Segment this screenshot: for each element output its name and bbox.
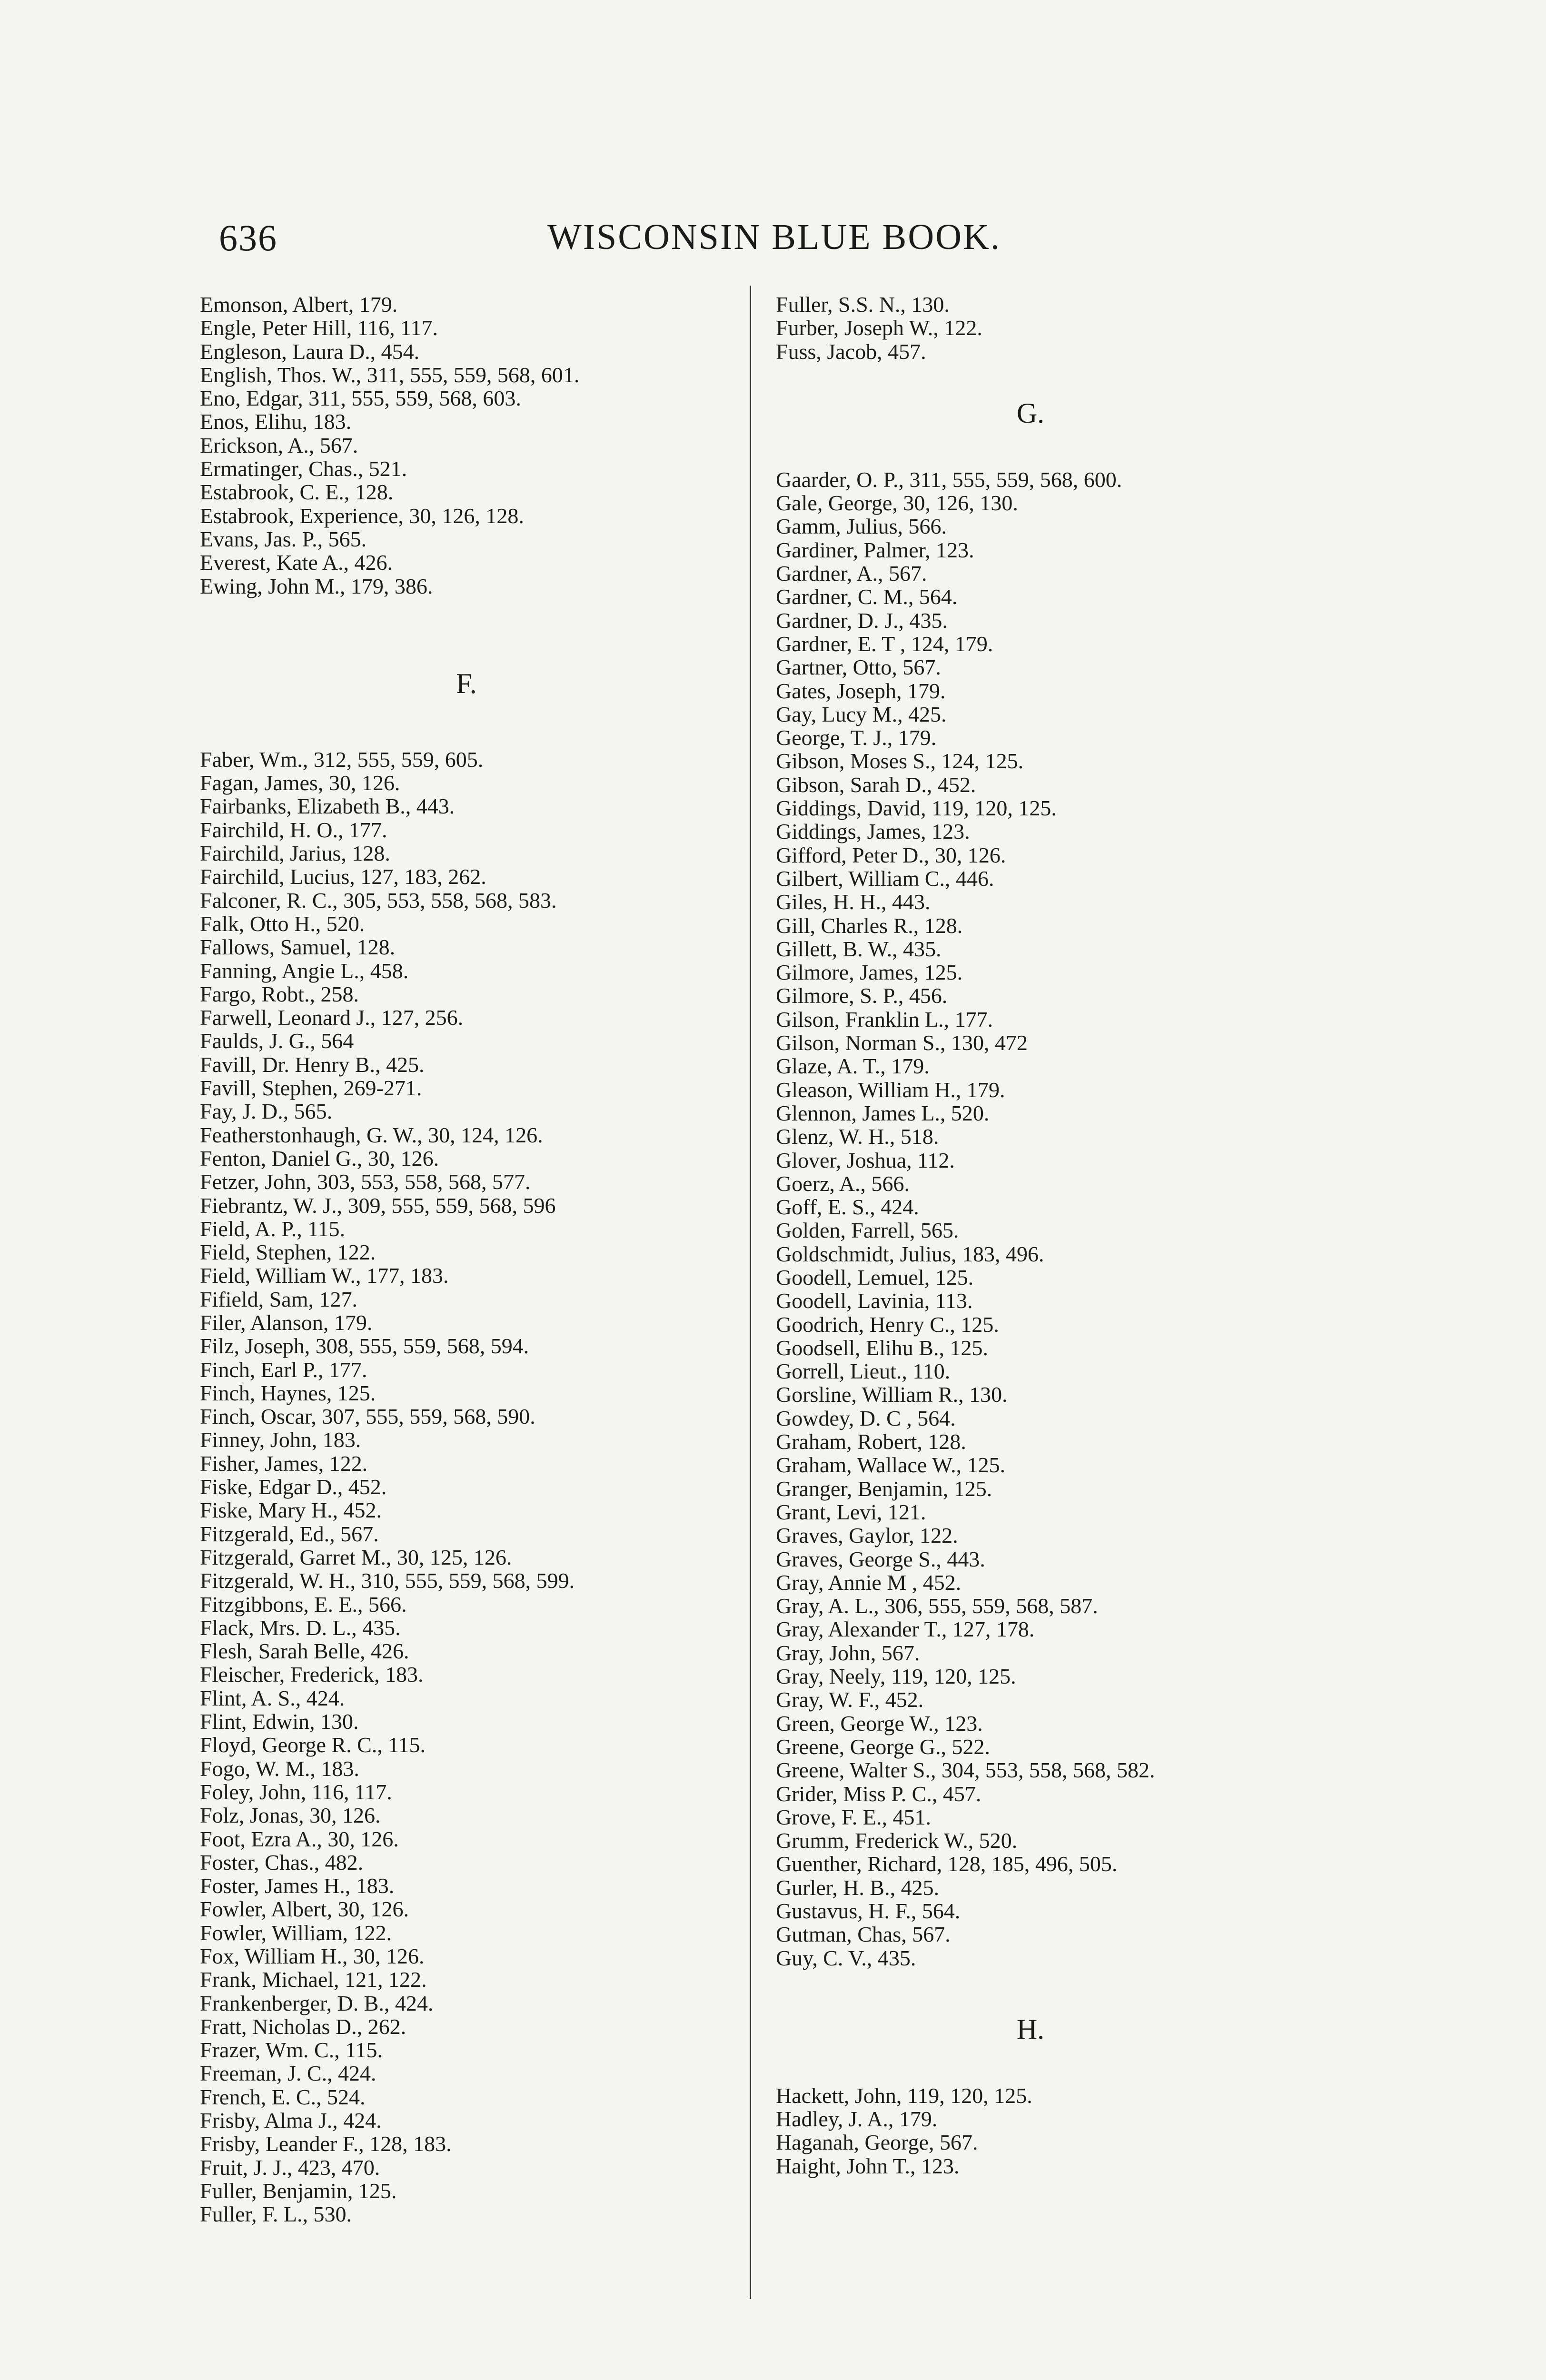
index-entry: Fuss, Jacob, 457. [776,339,926,364]
index-entry: Gilson, Franklin L., 177. [776,1007,993,1031]
index-entry: Guenther, Richard, 128, 185, 496, 505. [776,1852,1118,1876]
index-entry: Grider, Miss P. C., 457. [776,1781,981,1806]
index-entry: Filz, Joseph, 308, 555, 559, 568, 594. [200,1334,529,1359]
index-entry: Fitzgerald, Ed., 567. [200,1521,379,1546]
index-entry: Fetzer, John, 303, 553, 558, 568, 577. [200,1170,531,1194]
index-entry: Filer, Alanson, 179. [200,1310,373,1335]
index-entry: Erickson, A., 567. [200,433,358,457]
index-entry: Goldschmidt, Julius, 183, 496. [776,1241,1044,1266]
index-entry: Gardner, D. J., 435. [776,608,948,633]
index-entry: Fowler, William, 122. [200,1920,392,1945]
index-entry: Gorsline, William R., 130. [776,1382,1008,1407]
index-entry: Fruit, J. J., 423, 470. [200,2155,380,2180]
index-entry: Glenz, W. H., 518. [776,1124,939,1149]
index-entry: George, T. J., 179. [776,725,937,750]
index-entry: Fenton, Daniel G., 30, 126. [200,1146,439,1170]
index-entry: Foot, Ezra A., 30, 126. [200,1826,399,1851]
index-entry: Gardner, C. M., 564. [776,585,958,609]
index-entry: Engle, Peter Hill, 116, 117. [200,316,438,340]
index-entry: Green, George W., 123. [776,1711,983,1735]
index-entry: Goodell, Lavinia, 113. [776,1289,973,1313]
index-entry: Fargo, Robt., 258. [200,982,359,1006]
index-entry: Finch, Earl P., 177. [200,1357,367,1382]
index-entry: Fratt, Nicholas D., 262. [200,2014,406,2039]
left-column [181,293,752,2226]
index-entry: Gilmore, S. P., 456. [776,983,948,1008]
index-entry: Greene, George G., 522. [776,1734,991,1759]
index-entry: Gifford, Peter D., 30, 126. [776,843,1006,867]
index-entry: Finch, Oscar, 307, 555, 559, 568, 590. [200,1404,535,1429]
index-entry: Grove, F. E., 451. [776,1805,931,1829]
index-entry: Gorrell, Lieut., 110. [776,1359,951,1384]
index-entry: Fallows, Samuel, 128. [200,935,396,960]
index-entry: Eno, Edgar, 311, 555, 559, 568, 603. [200,386,521,411]
index-entry: Goodsell, Elihu B., 125. [776,1335,988,1360]
index-entry: Emonson, Albert, 179. [200,292,398,317]
running-head: WISCONSIN BLUE BOOK. [547,217,1001,257]
index-entry: Golden, Farrell, 565. [776,1218,959,1243]
index-entry: Gray, Alexander T., 127, 178. [776,1617,1035,1642]
index-entry: Frankenberger, D. B., 424. [200,1991,434,2015]
section-heading-f: F. [456,667,477,699]
index-entry: Engleson, Laura D., 454. [200,339,420,364]
index-entry: Gilson, Norman S., 130, 472 [776,1031,1028,1055]
index-entry: Fitzgerald, Garret M., 30, 125, 126. [200,1545,512,1569]
index-entry: Folz, Jonas, 30, 126. [200,1803,381,1828]
index-entry: French, E. C., 524. [200,2084,366,2109]
index-entry: Gray, Neely, 119, 120, 125. [776,1664,1016,1689]
e-entries [181,293,752,598]
index-entry: English, Thos. W., 311, 555, 559, 568, 601. [200,362,580,387]
index-entry: Estabrook, C. E., 128. [200,480,394,505]
index-entry: Frisby, Alma J., 424. [200,2108,382,2133]
index-entry: Gustavus, H. F., 564. [776,1899,961,1923]
index-entry: Frisby, Leander F., 128, 183. [200,2132,452,2156]
index-entry: Graves, George S., 443. [776,1547,985,1571]
index-entry: Fiske, Edgar D., 452. [200,1475,387,1499]
index-entry: Foley, John, 116, 117. [200,1779,392,1804]
index-entry: Fogo, W. M., 183. [200,1756,359,1781]
index-entry: Hackett, John, 119, 120, 125. [776,2083,1032,2108]
index-entry: Flack, Mrs. D. L., 435. [200,1615,401,1640]
index-entry: Ermatinger, Chas., 521. [200,456,407,481]
index-entry: Frank, Michael, 121, 122. [200,1967,427,1992]
index-entry: Guy, C. V., 435. [776,1945,916,1970]
index-entry: Goodrich, Henry C., 125. [776,1312,999,1337]
index-entry: Giddings, James, 123. [776,819,970,844]
index-entry: Gardiner, Palmer, 123. [776,537,974,562]
index-entry: Giddings, David, 119, 120, 125. [776,796,1057,821]
index-entry: Gibson, Moses S., 124, 125. [776,749,1024,774]
index-entry: Fagan, James, 30, 126. [200,771,400,795]
index-entry: Flint, A. S., 424. [200,1686,345,1710]
index-entry: Everest, Kate A., 426. [200,550,393,575]
index-entry: Furber, Joseph W., 122. [776,316,982,340]
index-entry: Hadley, J. A., 179. [776,2107,938,2132]
index-entry: Falk, Otto H., 520. [200,911,365,936]
index-entry: Fay, J. D., 565. [200,1099,333,1124]
index-entry: Graham, Robert, 128. [776,1429,966,1454]
index-entry: Fifield, Sam, 127. [200,1287,357,1311]
section-heading-g: G. [1016,397,1045,429]
index-entry: Fitzgibbons, E. E., 566. [200,1592,407,1616]
index-entry: Greene, Walter S., 304, 553, 558, 568, 582. [776,1758,1155,1783]
index-entry: Fiebrantz, W. J., 309, 555, 559, 568, 596 [200,1193,556,1218]
g-entries [757,468,1304,1970]
index-entry: Freeman, J. C., 424. [200,2061,377,2086]
index-entry: Field, William W., 177, 183. [200,1263,449,1288]
index-entry: Flesh, Sarah Belle, 426. [200,1639,409,1664]
index-entry: Gillett, B. W., 435. [776,936,941,961]
index-entry: Field, A. P., 115. [200,1216,346,1241]
index-entry: Gay, Lucy M., 425. [776,702,947,726]
index-entry: Gleason, William H., 179. [776,1077,1005,1102]
h-entries [757,2084,1304,2178]
index-entry: Gilbert, William C., 446. [776,866,994,891]
index-entry: Field, Stephen, 122. [200,1240,376,1265]
index-entry: Favill, Dr. Henry B., 425. [200,1052,425,1077]
index-entry: Fox, William H., 30, 126. [200,1944,425,1968]
index-entry: Gurler, H. B., 425. [776,1875,940,1900]
index-entry: Graves, Gaylor, 122. [776,1523,958,1548]
index-entry: Finney, John, 183. [200,1428,361,1452]
index-entry: Farwell, Leonard J., 127, 256. [200,1005,464,1030]
index-entry: Fisher, James, 122. [200,1451,368,1476]
index-entry: Gaarder, O. P., 311, 555, 559, 568, 600. [776,467,1122,492]
index-entry: Goff, E. S., 424. [776,1195,919,1220]
index-entry: Gardner, E. T , 124, 179. [776,631,993,656]
index-entry: Frazer, Wm. C., 115. [200,2038,383,2063]
index-entry: Fairchild, Jarius, 128. [200,841,390,866]
index-entry: Gilmore, James, 125. [776,960,963,985]
index-entry: Grumm, Frederick W., 520. [776,1828,1018,1853]
index-entry: Fuller, F. L., 530. [200,2202,352,2227]
index-entry: Faber, Wm., 312, 555, 559, 605. [200,747,484,772]
index-entry: Evans, Jas. P., 565. [200,526,367,551]
index-entry: Fairbanks, Elizabeth B., 443. [200,794,455,819]
index-entry: Glennon, James L., 520. [776,1101,990,1125]
index-entry: Gardner, A., 567. [776,561,927,586]
index-entry: Gill, Charles R., 128. [776,913,963,938]
index-entry: Foster, James H., 183. [200,1874,395,1898]
index-entry: Gray, A. L., 306, 555, 559, 568, 587. [776,1594,1098,1618]
index-entry: Ewing, John M., 179, 386. [200,574,433,598]
f-entries [181,748,752,2226]
index-entry: Fowler, Albert, 30, 126. [200,1897,409,1922]
index-entry: Gates, Joseph, 179. [776,678,946,703]
index-entry: Gartner, Otto, 567. [776,655,941,680]
index-entry: Fairchild, H. O., 177. [200,817,387,842]
index-entry: Fairchild, Lucius, 127, 183, 262. [200,864,486,889]
index-entry: Haight, John T., 123. [776,2153,960,2178]
right-column [757,293,1304,2178]
index-entry: Glaze, A. T., 179. [776,1054,930,1079]
index-entry: Fleischer, Frederick, 183. [200,1662,424,1687]
page-number: 636 [219,217,277,258]
index-entry: Falconer, R. C., 305, 553, 558, 568, 583. [200,888,557,912]
index-entry: Gray, John, 567. [776,1640,920,1665]
index-entry: Goerz, A., 566. [776,1171,910,1196]
index-entry: Fuller, Benjamin, 125. [200,2178,397,2203]
index-entry: Fanning, Angie L., 458. [200,958,409,983]
index-entry: Grant, Levi, 121. [776,1499,926,1524]
index-entry: Glover, Joshua, 112. [776,1148,955,1172]
index-entry: Flint, Edwin, 130. [200,1709,359,1734]
index-entry: Floyd, George R. C., 115. [200,1733,426,1757]
index-entry: Fiske, Mary H., 452. [200,1498,382,1523]
index-entry: Gutman, Chas, 567. [776,1922,951,1947]
index-entry: Finch, Haynes, 125. [200,1380,376,1405]
index-entry: Fuller, S.S. N., 130. [776,292,950,317]
index-entry: Gamm, Julius, 566. [776,514,947,539]
index-entry: Gale, George, 30, 126, 130. [776,491,1018,516]
section-heading-h: H. [1016,2013,1045,2045]
f-entries-continued [757,293,1304,363]
index-entry: Graham, Wallace W., 125. [776,1453,1006,1478]
index-entry: Gray, Annie M , 452. [776,1570,961,1595]
index-entry: Granger, Benjamin, 125. [776,1476,992,1501]
index-entry: Gibson, Sarah D., 452. [776,772,976,797]
index-entry: Haganah, George, 567. [776,2130,978,2155]
index-entry: Foster, Chas., 482. [200,1850,364,1874]
index-entry: Featherstonhaugh, G. W., 30, 124, 126. [200,1122,543,1147]
index-entry: Favill, Stephen, 269-271. [200,1076,422,1101]
index-entry: Goodell, Lemuel, 125. [776,1265,974,1289]
index-entry: Gray, W. F., 452. [776,1687,924,1712]
index-entry: Gowdey, D. C , 564. [776,1406,956,1430]
index-entry: Fitzgerald, W. H., 310, 555, 559, 568, 599. [200,1568,575,1593]
index-entry: Enos, Elihu, 183. [200,409,352,434]
index-entry: Giles, H. H., 443. [776,890,931,914]
index-entry: Faulds, J. G., 564 [200,1029,354,1053]
index-entry: Estabrook, Experience, 30, 126, 128. [200,503,524,528]
